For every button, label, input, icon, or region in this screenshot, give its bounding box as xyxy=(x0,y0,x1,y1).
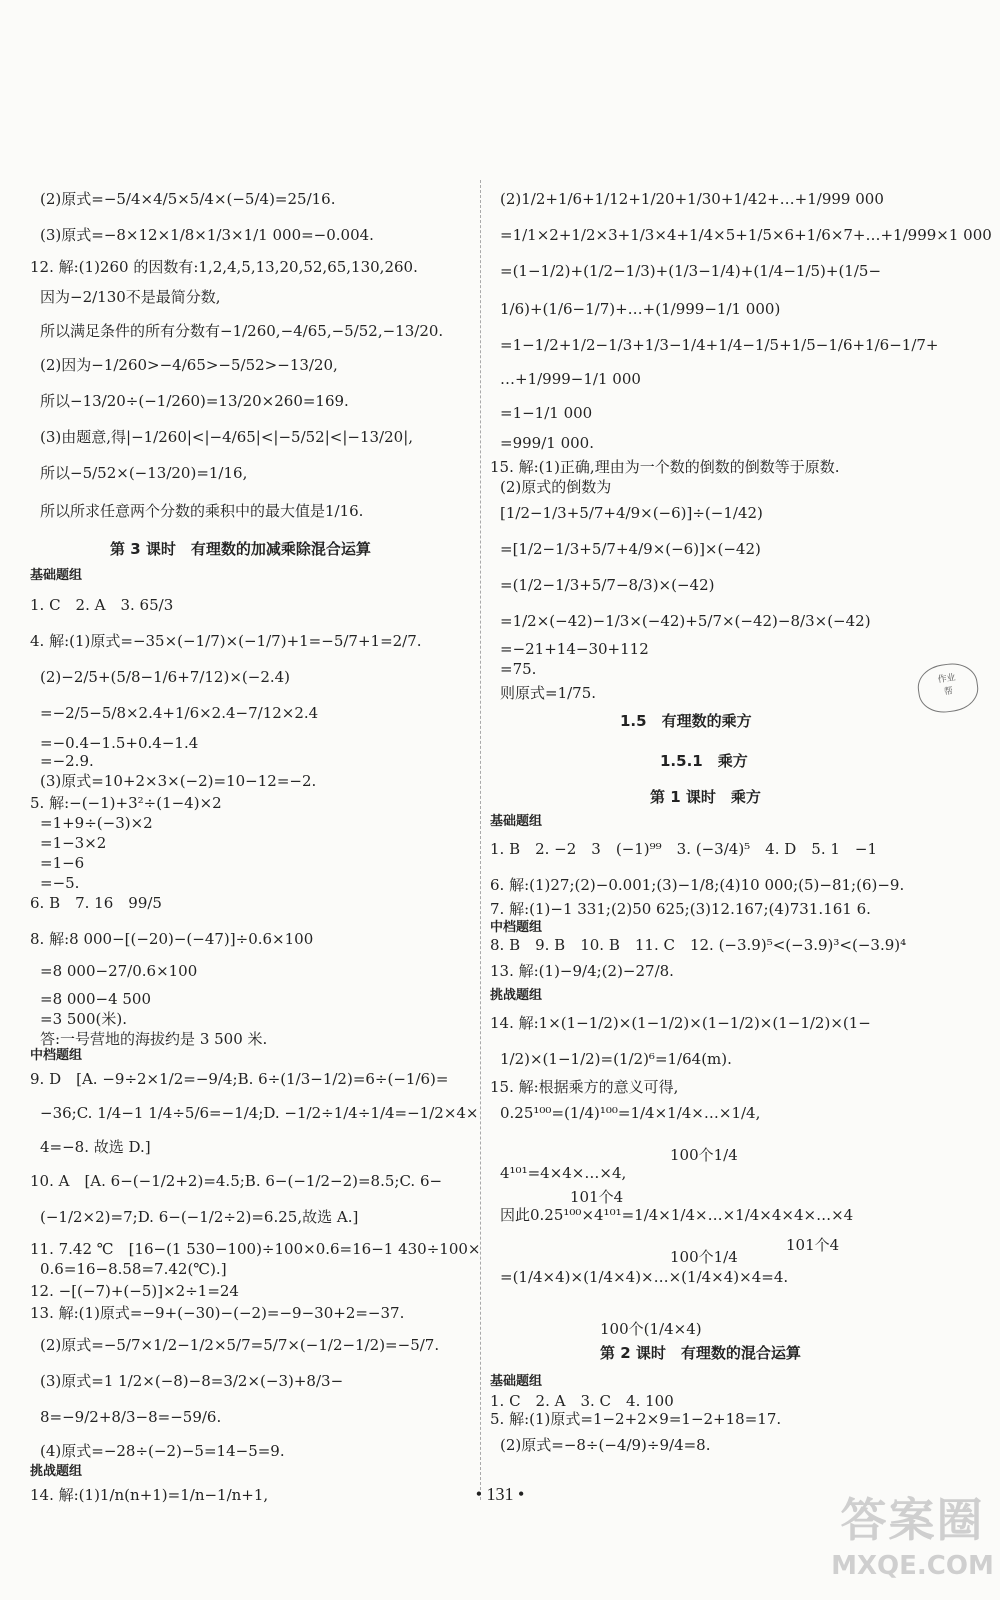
answer-line: 4=−8. 故选 D.] xyxy=(40,1138,151,1156)
answer-line: 0.25¹⁰⁰=(1/4)¹⁰⁰=1/4×1/4×…×1/4, xyxy=(500,1104,761,1122)
answer-line: (2)原式=−8÷(−4/9)÷9/4=8. xyxy=(500,1436,711,1454)
answer-line: 所以−13/20÷(−1/260)=13/20×260=169. xyxy=(40,392,349,410)
answer-line: [1/2−1/3+5/7+4/9×(−6)]÷(−1/42) xyxy=(500,504,763,522)
answer-line: 9. D [A. −9÷2×1/2=−9/4;B. 6÷(1/3−1/2)=6÷(−1/6)= xyxy=(30,1070,449,1088)
answer-line: 11. 7.42 ℃ [16−(1 530−100)÷100×0.6=16−1 430÷100× xyxy=(30,1240,481,1258)
section-heading: 第 2 课时 有理数的混合运算 xyxy=(600,1344,801,1362)
answer-line: 答:一号营地的海拔约是 3 500 米. xyxy=(40,1030,268,1048)
section-heading: 第 3 课时 有理数的加减乘除混合运算 xyxy=(110,540,371,558)
answer-line: 则原式=1/75. xyxy=(500,684,597,702)
answer-line: 10. A [A. 6−(−1/2+2)=4.5;B. 6−(−1/2−2)=8.5;C. 6− xyxy=(30,1172,443,1190)
answer-line: −36;C. 1/4−1 1/4÷5/6=−1/4;D. −1/2÷1/4÷1/4=−1/2×4× xyxy=(40,1104,479,1122)
answer-line: 5. 解:−(−1)+3²÷(1−4)×2 xyxy=(30,794,222,812)
answer-line: 因为−2/130不是最简分数, xyxy=(40,288,221,306)
answer-line: (−1/2×2)=7;D. 6−(−1/2÷2)=6.25,故选 A.] xyxy=(40,1208,359,1226)
group-label: 中档题组 xyxy=(490,920,543,935)
group-label: 基础题组 xyxy=(490,814,543,829)
answer-line: 1. C 2. A 3. 65/3 xyxy=(30,596,174,614)
answer-line: =[1/2−1/3+5/7+4/9×(−6)]×(−42) xyxy=(500,540,761,558)
answer-line: =3 500(米). xyxy=(40,1010,127,1028)
answer-line: =1−1/1 000 xyxy=(500,404,593,422)
answer-line: 8. 解:8 000−[(−20)−(−47)]÷0.6×100 xyxy=(30,930,314,948)
group-label: 基础题组 xyxy=(30,568,83,583)
answer-line: (2)因为−1/260>−4/65>−5/52>−13/20, xyxy=(40,356,338,374)
answer-line: 100个1/4 xyxy=(670,1248,738,1266)
answer-line: 0.6=16−8.58=7.42(℃).] xyxy=(40,1260,227,1278)
answer-line: 1. B 2. −2 3 (−1)⁹⁹ 3. (−3/4)⁵ 4. D 5. 1 −1 xyxy=(490,840,878,858)
answer-line: =1−1/2+1/2−1/3+1/3−1/4+1/4−1/5+1/5−1/6+1/6−1/7+ xyxy=(500,336,939,354)
answer-line: 14. 解:1×(1−1/2)×(1−1/2)×(1−1/2)×(1−1/2)×(1− xyxy=(490,1014,871,1032)
answer-line: =(1−1/2)+(1/2−1/3)+(1/3−1/4)+(1/4−1/5)+(1/5− xyxy=(500,262,882,280)
answer-line: =(1/2−1/3+5/7−8/3)×(−42) xyxy=(500,576,715,594)
answer-line: 101个4 xyxy=(570,1188,624,1206)
answer-line: …+1/999−1/1 000 xyxy=(500,370,641,388)
answer-line: 1/6)+(1/6−1/7)+…+(1/999−1/1 000) xyxy=(500,300,781,318)
answer-line: =1/2×(−42)−1/3×(−42)+5/7×(−42)−8/3×(−42) xyxy=(500,612,871,630)
answer-line: (2)原式=−5/4×4/5×5/4×(−5/4)=25/16. xyxy=(40,190,336,208)
answer-line: 6. B 7. 16 99/5 xyxy=(30,894,162,912)
answer-line: 1. C 2. A 3. C 4. 100 xyxy=(490,1392,674,1410)
answer-line: (3)原式=1 1/2×(−8)−8=3/2×(−3)+8/3− xyxy=(40,1372,344,1390)
answer-line: 15. 解:(1)正确,理由为一个数的倒数的倒数等于原数. xyxy=(490,458,840,476)
answer-line: 15. 解:根据乘方的意义可得, xyxy=(490,1078,679,1096)
answer-line: 8. B 9. B 10. B 11. C 12. (−3.9)⁵<(−3.9)³<(−3.9)⁴ xyxy=(490,936,907,954)
answer-line: 1/2)×(1−1/2)=(1/2)⁶=1/64(m). xyxy=(500,1050,732,1068)
group-label: 挑战题组 xyxy=(490,988,543,1003)
answer-line: 12. 解:(1)260 的因数有:1,2,4,5,13,20,52,65,130,260. xyxy=(30,258,418,276)
answer-line: =−21+14−30+112 xyxy=(500,640,649,658)
answer-line: 12. −[(−7)+(−5)]×2÷1=24 xyxy=(30,1282,239,1300)
answer-line: =−2.9. xyxy=(40,752,94,770)
answer-line: 4¹⁰¹=4×4×…×4, xyxy=(500,1164,627,1182)
answer-line: 4. 解:(1)原式=−35×(−1/7)×(−1/7)+1=−5/7+1=2/7. xyxy=(30,632,422,650)
answer-line: (3)原式=−8×12×1/8×1/3×1/1 000=−0.004. xyxy=(40,226,374,244)
answer-line: (2)原式的倒数为 xyxy=(500,478,612,496)
answer-line: =8 000−4 500 xyxy=(40,990,152,1008)
answer-line: =1−6 xyxy=(40,854,85,872)
answer-line: 100个1/4 xyxy=(670,1146,738,1164)
answer-line: 100个(1/4×4) xyxy=(600,1320,702,1338)
answer-line: (4)原式=−28÷(−2)−5=14−5=9. xyxy=(40,1442,285,1460)
group-label: 中档题组 xyxy=(30,1048,83,1063)
answer-line: 14. 解:(1)1/n(n+1)=1/n−1/n+1, xyxy=(30,1486,269,1504)
watermark-logo: 答案圈 MXQE.COM xyxy=(831,1493,994,1581)
group-label: 挑战题组 xyxy=(30,1464,83,1479)
column-divider xyxy=(480,180,481,1500)
answer-line: 所以所求任意两个分数的乘积中的最大值是1/16. xyxy=(40,502,364,520)
answer-line: (2)−2/5+(5/8−1/6+7/12)×(−2.4) xyxy=(40,668,291,686)
answer-line: =−5. xyxy=(40,874,80,892)
answer-line: 13. 解:(1)−9/4;(2)−27/8. xyxy=(490,962,674,980)
answer-line: =1−3×2 xyxy=(40,834,107,852)
answer-line: (3)由题意,得|−1/260|<|−4/65|<|−5/52|<|−13/20|, xyxy=(40,428,414,446)
answer-line: 所以−5/52×(−13/20)=1/16, xyxy=(40,464,248,482)
answer-line: =−0.4−1.5+0.4−1.4 xyxy=(40,734,199,752)
answer-line: 8=−9/2+8/3−8=−59/6. xyxy=(40,1408,222,1426)
answer-line: 因此0.25¹⁰⁰×4¹⁰¹=1/4×1/4×…×1/4×4×4×…×4 xyxy=(500,1206,854,1224)
answer-line: =1+9÷(−3)×2 xyxy=(40,814,153,832)
section-heading: 1.5.1 乘方 xyxy=(660,752,748,770)
answer-line: (2)1/2+1/6+1/12+1/20+1/30+1/42+…+1/999 000 xyxy=(500,190,884,208)
answer-line: 所以满足条件的所有分数有−1/260,−4/65,−5/52,−13/20. xyxy=(40,322,444,340)
answer-line: =(1/4×4)×(1/4×4)×…×(1/4×4)×4=4. xyxy=(500,1268,789,1286)
answer-line: =8 000−27/0.6×100 xyxy=(40,962,198,980)
homework-stamp: 作业 帮 xyxy=(915,660,981,716)
group-label: 基础题组 xyxy=(490,1374,543,1389)
section-heading: 1.5 有理数的乘方 xyxy=(620,712,752,730)
section-heading: 第 1 课时 乘方 xyxy=(650,788,761,806)
answer-line: 101个4 xyxy=(786,1236,840,1254)
answer-line: =75. xyxy=(500,660,537,678)
page-number: • 131 • xyxy=(475,1484,525,1504)
answer-line: 13. 解:(1)原式=−9+(−30)−(−2)=−9−30+2=−37. xyxy=(30,1304,405,1322)
answer-line: 5. 解:(1)原式=1−2+2×9=1−2+18=17. xyxy=(490,1410,782,1428)
answer-line: 6. 解:(1)27;(2)−0.001;(3)−1/8;(4)10 000;(5)−81;(6)−9. xyxy=(490,876,905,894)
answer-line: =1/1×2+1/2×3+1/3×4+1/4×5+1/5×6+1/6×7+…+1/999×1 000 xyxy=(500,226,992,244)
answer-line: (2)原式=−5/7×1/2−1/2×5/7=5/7×(−1/2−1/2)=−5/7. xyxy=(40,1336,440,1354)
answer-line: =999/1 000. xyxy=(500,434,594,452)
answer-line: 7. 解:(1)−1 331;(2)50 625;(3)12.167;(4)731.161 6. xyxy=(490,900,871,918)
answer-line: (3)原式=10+2×3×(−2)=10−12=−2. xyxy=(40,772,317,790)
answer-line: =−2/5−5/8×2.4+1/6×2.4−7/12×2.4 xyxy=(40,704,319,722)
